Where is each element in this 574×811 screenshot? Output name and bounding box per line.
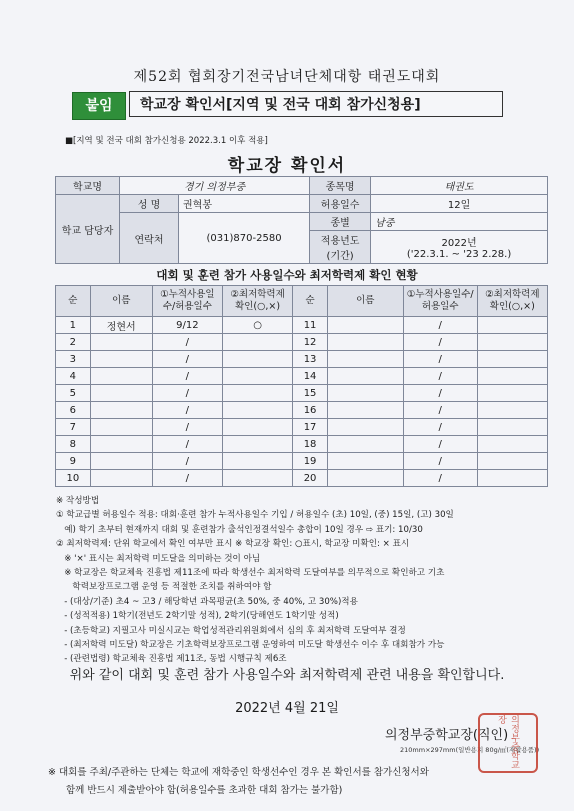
row-no: 8 [56,436,91,453]
row-name-2 [327,368,403,385]
row-no: 9 [56,453,91,470]
instruction-line: - (관련법령) 학교체육 진흥법 제11조, 동법 시행규칙 제6조 [56,654,287,665]
row-no-2: 18 [293,436,328,453]
row-days: / [152,436,222,453]
footer-line-1: ※ 대회를 주최/주관하는 단체는 학교에 재학중인 학생선수인 경우 본 확인서를 참가신청서와 [48,767,429,778]
col-days: ①누적사용일수/허용일수 [152,286,222,317]
year-value: 2022년 [441,238,477,249]
gender-label: 종별 [310,213,371,231]
row-min-2 [477,385,547,402]
event-label: 종목명 [310,177,371,195]
athlete-table [55,285,548,487]
row-name-2 [327,351,403,368]
name-label: 성 명 [120,195,179,213]
row-name [90,334,152,351]
row-name [90,453,152,470]
row-name-2 [327,453,403,470]
row-no-2: 16 [293,402,328,419]
instruction-line: 학력보장프로그램 운영 등 적절한 조치를 취하여야 함 [56,582,272,593]
instruction-line: - (초등학교) 지필고사 미실시교는 학업성적관리위원회에서 심의 후 최저학력 도달여부 결정 [56,625,406,636]
row-min [222,419,292,436]
col-min-2: ②최저학력제 확인(○,×) [477,286,547,317]
row-name [90,368,152,385]
row-days: 9/12 [152,317,222,334]
instruction-line: 예) 학기 초부터 현재까지 대회 및 훈련참가 출석인정결석일수 총합이 10일 경우 ⇨ 표기: 10/30 [56,524,423,535]
instruction-line: ※ 학교장은 학교체육 진흥법 제11조에 따라 학생선수 최저학력 도달여부를 의무적으로 확인하고 기초 [56,568,445,579]
year-cell [371,231,548,264]
row-days: / [152,470,222,487]
table-row [56,385,548,402]
row-min-2 [477,351,547,368]
row-no: 10 [56,470,91,487]
seal-text: 의정부중학교장 [496,715,519,769]
allowed-days-value: 12일 [371,195,548,213]
row-no: 2 [56,334,91,351]
instruction-line: - (성적적용) 1학기(전년도 2학기말 성적), 2학기(당해연도 1학기말 성적) [56,611,339,622]
row-days: / [152,419,222,436]
row-name [90,419,152,436]
row-no-2: 11 [293,317,328,334]
row-name-2 [327,436,403,453]
row-name [90,351,152,368]
table-row [56,368,548,385]
row-min [222,351,292,368]
event-value: 태권도 [371,177,548,195]
col-min: ②최저학력제 확인(○,×) [222,286,292,317]
row-days: / [152,453,222,470]
row-min-2 [477,470,547,487]
row-min [222,334,292,351]
instruction-line: ※ 작성방법 [56,496,100,506]
signature-date: 2022년 4월 21일 [235,701,339,716]
row-name-2 [327,317,403,334]
row-no: 1 [56,317,91,334]
instruction-line: - (대상/기준) 초4 ~ 고3 / 해당학년 과목평균(초 50%, 중 40%, 고 30%)적용 [56,596,358,607]
row-name [90,385,152,402]
col-name-2: 이름 [327,286,403,317]
row-no: 4 [56,368,91,385]
year-label: 적용년도 (기간) [310,231,371,264]
row-name-2 [327,419,403,436]
row-min-2 [477,334,547,351]
row-no-2: 19 [293,453,328,470]
row-days-2: / [403,351,477,368]
row-days-2: / [403,402,477,419]
table-row [56,351,548,368]
col-no-2: 순 [293,286,328,317]
notice-title: 학교장 확인서[지역 및 전국 대회 참가신청용] [129,91,503,117]
instruction-line: ① 학교급별 허용일수 적용: 대회·훈련 참가 누적사용일수 기입 / 허용일수 (초) 10일, (중) 15일, (고) 30일 [56,510,454,521]
applicability-note: ■[지역 및 전국 대회 참가신청용 2022.3.1 이후 적용] [65,136,268,146]
instruction-line: ② 최저학력제: 단위 학교에서 확인 여부만 표시 ※ 학교장 확인: ○표시, 학교장 미확인: × 표시 [56,539,410,550]
row-min [222,402,292,419]
row-min [222,470,292,487]
col-days-2: ①누적사용일수/허용일수 [403,286,477,317]
table-row [56,334,548,351]
instruction-line: - (최저학력 미도달) 학교장은 기초학력보장프로그램 운영하여 미도달 학생선수 이수 후 대회참가 가능 [56,640,445,651]
row-days: / [152,368,222,385]
row-min-2 [477,453,547,470]
table-title: 대회 및 훈련 참가 사용일수와 최저학력제 확인 현황 [156,268,418,282]
row-name [90,470,152,487]
row-no-2: 17 [293,419,328,436]
gender-value: 남중 [371,213,548,231]
row-no: 5 [56,385,91,402]
row-days-2: / [403,436,477,453]
row-min [222,436,292,453]
table-row [56,402,548,419]
period-value: ('22.3.1. ~ '23 2.28.) [406,249,512,260]
row-days-2: / [403,334,477,351]
row-days: / [152,334,222,351]
table-row [56,436,548,453]
row-name-2 [327,385,403,402]
event-title: 제52회 협회장기전국남녀단체대항 태권도대회 [133,69,441,85]
contact-label: 연락처 [120,213,179,264]
row-days-2: / [403,453,477,470]
row-no-2: 14 [293,368,328,385]
row-days: / [152,351,222,368]
row-name [90,402,152,419]
table-row [56,453,548,470]
row-no-2: 12 [293,334,328,351]
paper-size-note: 210mm×297mm(일반용지 80g/㎡(재활용품)) [400,746,540,754]
instructions [56,494,556,667]
row-min: ○ [222,317,292,334]
table-row [56,419,548,436]
row-min-2 [477,317,547,334]
school-value: 경기 의정부중 [120,177,310,195]
footer-note [48,764,558,800]
row-name-2 [327,470,403,487]
row-min-2 [477,402,547,419]
col-no: 순 [56,286,91,317]
confirmation-text: 위와 같이 대회 및 훈련 참가 사용일수와 최저학력제 관련 내용을 확인합니다. [69,668,505,683]
name-value: 권혁봉 [179,195,310,213]
manager-label: 학교 담당자 [56,195,120,264]
row-days: / [152,402,222,419]
row-min [222,453,292,470]
school-label: 학교명 [56,177,120,195]
row-days-2: / [403,385,477,402]
row-days-2: / [403,317,477,334]
footer-line-2: 함께 반드시 제출받아야 함(허용일수를 초과한 대회 참가는 불가함) [66,785,343,796]
allowed-days-label: 허용일수 [310,195,371,213]
row-no-2: 20 [293,470,328,487]
row-name [90,436,152,453]
contact-value: (031)870-2580 [179,213,310,264]
school-signature: 의정부중학교장(직인) [385,728,509,743]
table-row [56,470,548,487]
col-name: 이름 [90,286,152,317]
row-no: 3 [56,351,91,368]
row-min-2 [477,436,547,453]
school-info-table [55,176,548,264]
row-name: 정현서 [90,317,152,334]
attachment-badge: 붙임 [72,92,126,120]
row-name-2 [327,402,403,419]
table-row [56,317,548,334]
document-title: 학교장 확인서 [227,156,347,176]
row-days-2: / [403,419,477,436]
row-days-2: / [403,470,477,487]
row-days: / [152,385,222,402]
row-days-2: / [403,368,477,385]
row-name-2 [327,334,403,351]
row-no-2: 15 [293,385,328,402]
row-min-2 [477,419,547,436]
row-min-2 [477,368,547,385]
instruction-line: ※ '×' 표시는 최저학력 미도달을 의미하는 것이 아님 [56,553,261,564]
row-min [222,368,292,385]
row-min [222,385,292,402]
row-no: 6 [56,402,91,419]
row-no-2: 13 [293,351,328,368]
row-no: 7 [56,419,91,436]
